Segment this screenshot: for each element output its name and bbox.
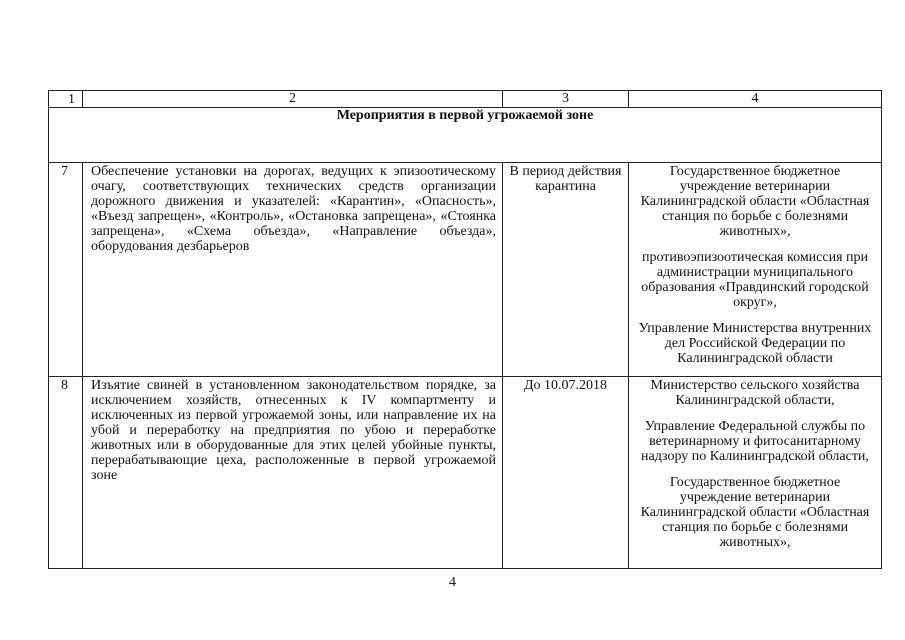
section-row (49, 108, 882, 163)
row-responsible (629, 377, 882, 569)
responsible-entry: Управление Министерства внутренних дел Российской Федерации по Калининградской области (638, 321, 872, 366)
responsible-entry: Министерство сельского хозяйства Калининградской области, (650, 378, 860, 408)
responsible-entry: Государственное бюджетное учреждение ветеринарии Калининградской области «Областная станция по борьбе с болезнями животных», (640, 164, 870, 239)
header-col-4: 4 (629, 91, 882, 108)
row-period: До 10.07.2018 (503, 377, 629, 569)
page-number: 4 (449, 575, 456, 590)
responsible-entry: противоэпизоотическая комиссия при администрации муниципального образования «Правдинский городской округ», (641, 250, 869, 310)
measures-table (48, 90, 882, 569)
row-number: 7 (49, 163, 83, 377)
row-period: В период действия карантина (503, 163, 629, 377)
header-col-1: 1 (49, 91, 83, 108)
section-title: Мероприятия в первой угрожаемой зоне (49, 108, 882, 163)
row-description: Изъятие свиней в установленном законодательством порядке, за исключением хозяйств, отнесенных к IV компартменту и исключенных из первой угрожаемой зоны, или направление их на убой и переработку на предприятия по убою и переработке животных или в оборудованные для этих целей убойные пункты, перерабатывающие цеха, расположенные в первой угрожаемой зоне (83, 377, 503, 569)
header-col-2: 2 (83, 91, 503, 108)
header-row (49, 91, 882, 108)
header-col-3: 3 (503, 91, 629, 108)
row-responsible (629, 163, 882, 377)
row-number: 8 (49, 377, 83, 569)
table-row (49, 163, 882, 377)
table-row (49, 377, 882, 569)
row-description: Обеспечение установки на дорогах, ведущих к эпизоотическому очагу, соответствующих технических средств организации дорожного движения и указателей: «Карантин», «Опасность», «Въезд запрещен», «Контроль», «Остановка запрещена», «Стоянка запрещена», «Схема объезда», «Направление объезда», оборудования дезбарьеров (83, 163, 503, 377)
responsible-entry: Государственное бюджетное учреждение ветеринарии Калининградской области «Областная станция по борьбе с болезнями животных», (640, 475, 870, 550)
responsible-entry: Управление Федеральной службы по ветеринарному и фитосанитарному надзору по Калининградской области, (641, 419, 869, 464)
